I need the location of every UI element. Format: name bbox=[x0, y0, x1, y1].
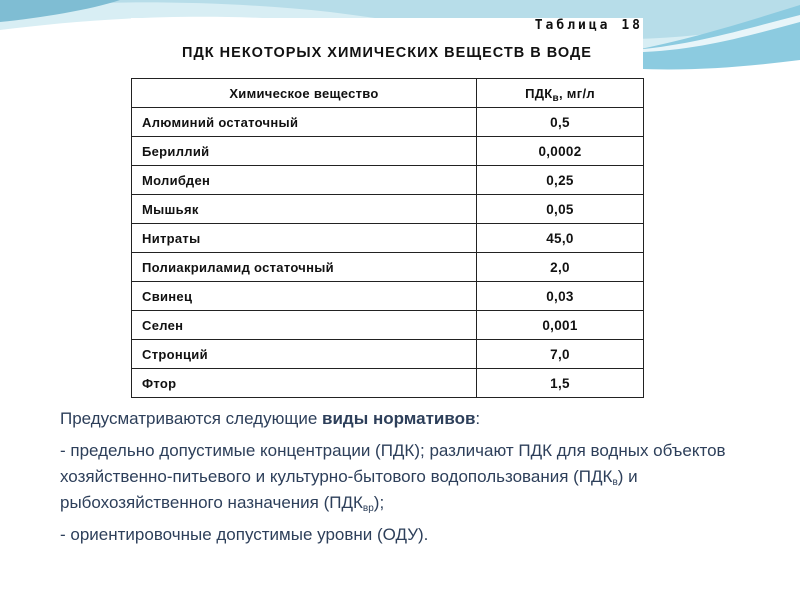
value-cell: 0,05 bbox=[477, 195, 644, 224]
value-cell: 0,25 bbox=[477, 166, 644, 195]
body-text bbox=[60, 406, 740, 554]
header-pdk-base: ПДК bbox=[525, 85, 553, 101]
item1-part1: - предельно допустимые концентрации (ПДК); различают ПДК для водных объектов хозяйственно-питьевого и культурно-бытового водопользования (ПДК bbox=[60, 441, 726, 486]
table-title: ПДК НЕКОТОРЫХ ХИМИЧЕСКИХ ВЕЩЕСТВ В ВОДЕ bbox=[182, 45, 592, 61]
substance-cell: Мышьяк bbox=[132, 195, 477, 224]
table-row bbox=[132, 340, 644, 369]
table-row bbox=[132, 253, 644, 282]
intro-bold: виды нормативов bbox=[322, 409, 476, 428]
value-cell: 0,03 bbox=[477, 282, 644, 311]
substance-cell: Молибден bbox=[132, 166, 477, 195]
intro-paragraph bbox=[60, 406, 740, 432]
item1-part2: ) и рыбохозяйственного назначения (ПДК bbox=[60, 467, 638, 512]
substance-cell: Бериллий bbox=[132, 137, 477, 166]
table-row bbox=[132, 311, 644, 340]
table-header-row bbox=[132, 79, 644, 108]
substance-cell: Алюминий остаточный bbox=[132, 108, 477, 137]
item1-part3: ); bbox=[373, 493, 385, 512]
substance-cell: Нитраты bbox=[132, 224, 477, 253]
header-substance: Химическое вещество bbox=[132, 79, 477, 108]
table-row bbox=[132, 108, 644, 137]
value-cell: 0,001 bbox=[477, 311, 644, 340]
table-row bbox=[132, 166, 644, 195]
list-item-pdk bbox=[60, 438, 740, 516]
intro-suffix: : bbox=[475, 409, 481, 428]
header-pdk-sub: в bbox=[552, 92, 559, 104]
table-row bbox=[132, 224, 644, 253]
table-row bbox=[132, 282, 644, 311]
substance-cell: Стронций bbox=[132, 340, 477, 369]
value-cell: 2,0 bbox=[477, 253, 644, 282]
intro-prefix: Предусматриваются следующие bbox=[60, 409, 323, 428]
substance-cell: Свинец bbox=[132, 282, 477, 311]
item1-sub2: вр bbox=[362, 503, 374, 514]
table-row bbox=[132, 195, 644, 224]
table-row bbox=[132, 369, 644, 398]
header-pdk bbox=[477, 79, 644, 108]
item1-sub1: в bbox=[612, 477, 618, 488]
substance-cell: Фтор bbox=[132, 369, 477, 398]
value-cell: 0,5 bbox=[477, 108, 644, 137]
substance-cell: Селен bbox=[132, 311, 477, 340]
substance-cell: Полиакриламид остаточный bbox=[132, 253, 477, 282]
table-row bbox=[132, 137, 644, 166]
header-pdk-unit: , мг/л bbox=[558, 85, 595, 101]
value-cell: 45,0 bbox=[477, 224, 644, 253]
value-cell: 0,0002 bbox=[477, 137, 644, 166]
pdk-table bbox=[131, 78, 644, 398]
value-cell: 7,0 bbox=[477, 340, 644, 369]
list-item-odu: - ориентировочные допустимые уровни (ОДУ). bbox=[60, 525, 429, 544]
value-cell: 1,5 bbox=[477, 369, 644, 398]
table-number: Таблица 18 bbox=[534, 18, 643, 33]
table-card bbox=[131, 18, 643, 396]
